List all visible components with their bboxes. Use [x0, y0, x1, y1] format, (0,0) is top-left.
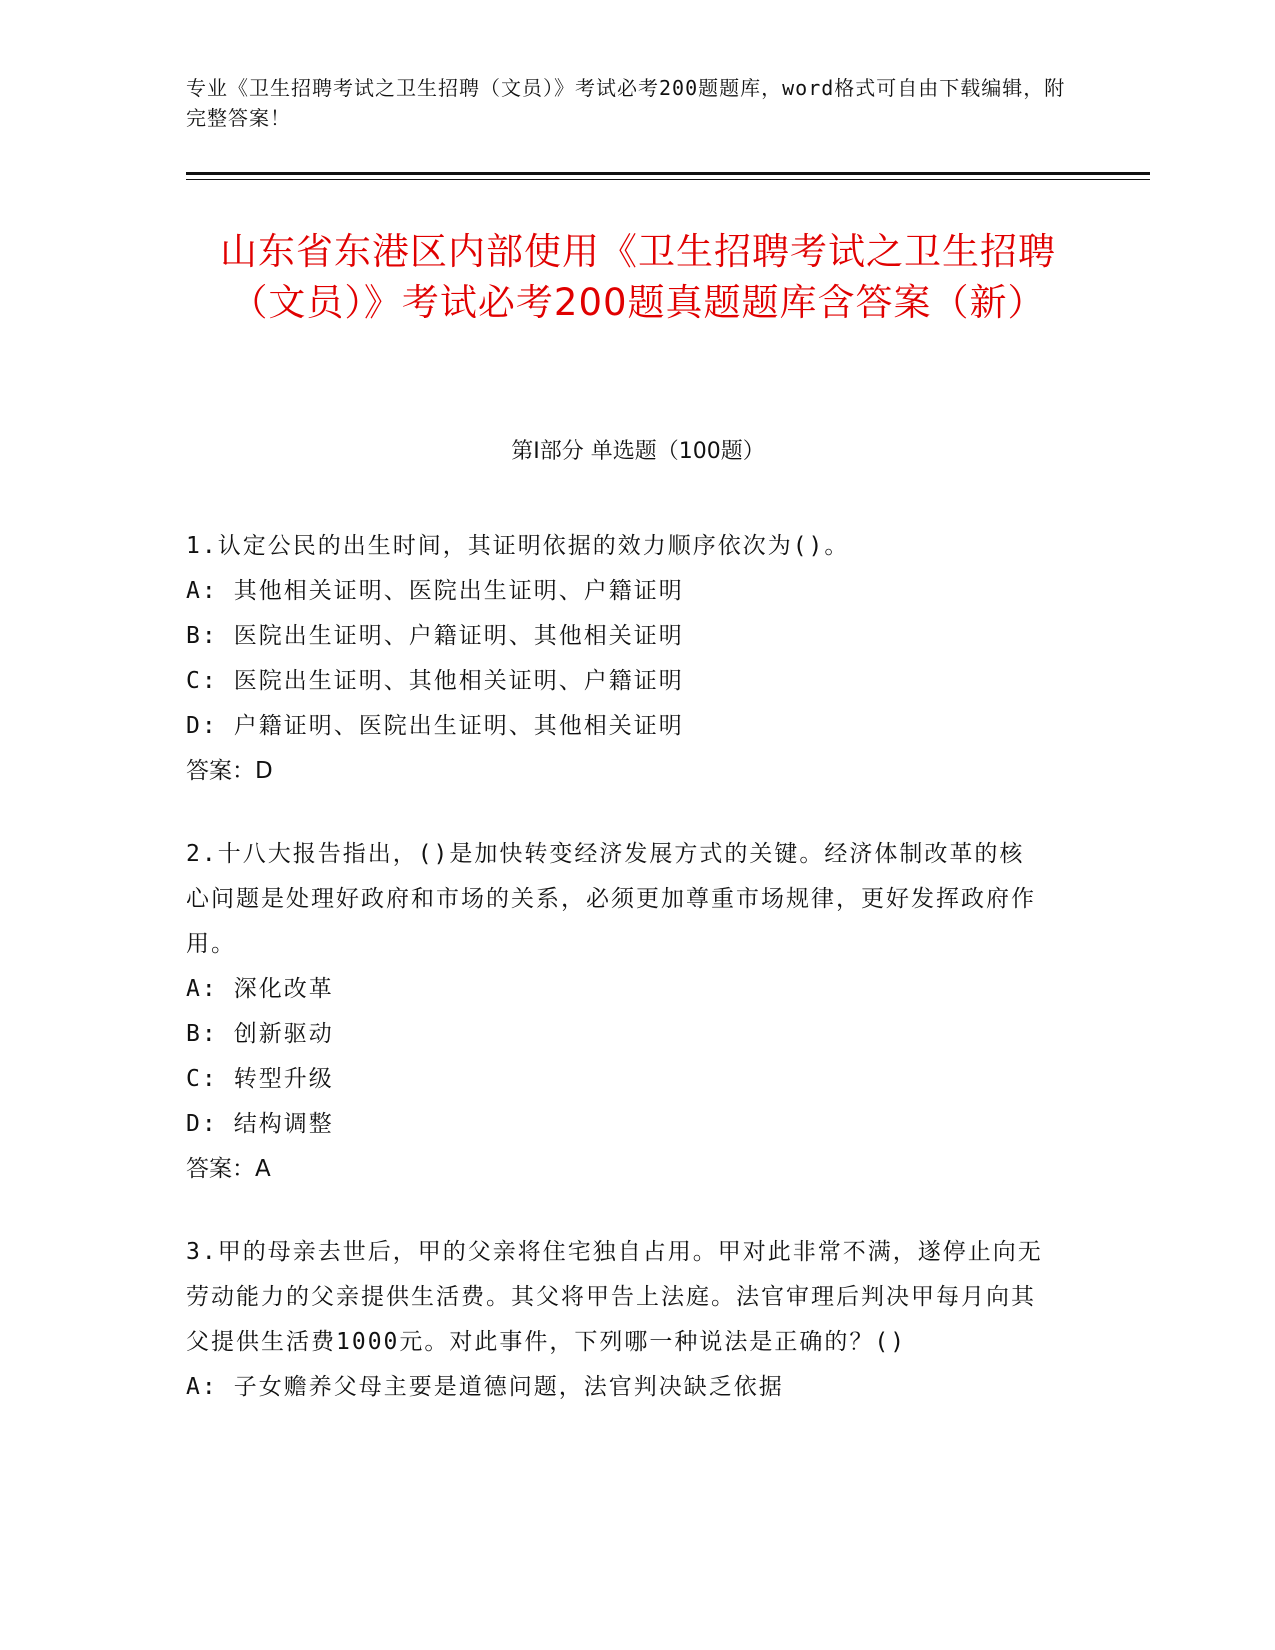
document-title: 山东省东港区内部使用《卫生招聘考试之卫生招聘（文员）》考试必考200题真题题库含答案（新）	[220, 230, 1056, 324]
question-item	[186, 524, 1066, 794]
option-text: 深化改革	[233, 976, 334, 1002]
option-c	[186, 1057, 1066, 1102]
option-text: 医院出生证明、其他相关证明、户籍证明	[233, 668, 684, 694]
option-key: C:	[186, 668, 218, 694]
option-text: 子女赡养父母主要是道德问题，法官判决缺乏依据	[233, 1374, 784, 1400]
option-d	[186, 1102, 1066, 1147]
question-list	[186, 524, 1066, 1448]
option-a	[186, 569, 1066, 614]
option-text: 转型升级	[233, 1066, 334, 1092]
option-key: B:	[186, 623, 218, 649]
header-note: 专业《卫生招聘考试之卫生招聘（文员）》考试必考200题题库，word格式可自由下载编辑，附完整答案！	[186, 76, 1066, 130]
answer-line	[186, 749, 1066, 794]
question-item	[186, 1230, 1066, 1410]
question-item	[186, 832, 1066, 1192]
option-key: A:	[186, 1374, 218, 1400]
option-key: D:	[186, 1111, 218, 1137]
option-a	[186, 967, 1066, 1012]
option-c	[186, 659, 1066, 704]
option-b	[186, 1012, 1066, 1057]
answer-value: A	[255, 1156, 271, 1182]
option-b	[186, 614, 1066, 659]
option-key: B:	[186, 1021, 218, 1047]
answer-prefix: 答案：	[186, 758, 255, 784]
question-stem: 1.认定公民的出生时间，其证明依据的效力顺序依次为()。	[186, 533, 850, 559]
option-d	[186, 704, 1066, 749]
option-key: C:	[186, 1066, 218, 1092]
option-key: D:	[186, 713, 218, 739]
header-divider-thick	[186, 172, 1150, 175]
answer-value: D	[255, 758, 273, 784]
section-title: 第I部分 单选题（100题）	[511, 439, 765, 464]
option-key: A:	[186, 578, 218, 604]
option-text: 户籍证明、医院出生证明、其他相关证明	[233, 713, 684, 739]
option-key: A:	[186, 976, 218, 1002]
option-text: 其他相关证明、医院出生证明、户籍证明	[233, 578, 684, 604]
option-text: 创新驱动	[233, 1021, 334, 1047]
answer-line	[186, 1147, 1066, 1192]
option-text: 结构调整	[233, 1111, 334, 1137]
header-divider-thin	[186, 179, 1150, 180]
question-stem: 3.甲的母亲去世后，甲的父亲将住宅独自占用。甲对此非常不满，遂停止向无劳动能力的父亲提供生活费。其父将甲告上法庭。法官审理后判决甲每月向其父提供生活费1000元。对此事件，下列哪一种说法是正确的？()	[186, 1239, 1043, 1355]
answer-prefix: 答案：	[186, 1156, 255, 1182]
option-text: 医院出生证明、户籍证明、其他相关证明	[233, 623, 684, 649]
question-stem: 2.十八大报告指出，()是加快转变经济发展方式的关键。经济体制改革的核心问题是处理好政府和市场的关系，必须更加尊重市场规律，更好发挥政府作用。	[186, 841, 1036, 957]
option-a	[186, 1365, 1066, 1410]
